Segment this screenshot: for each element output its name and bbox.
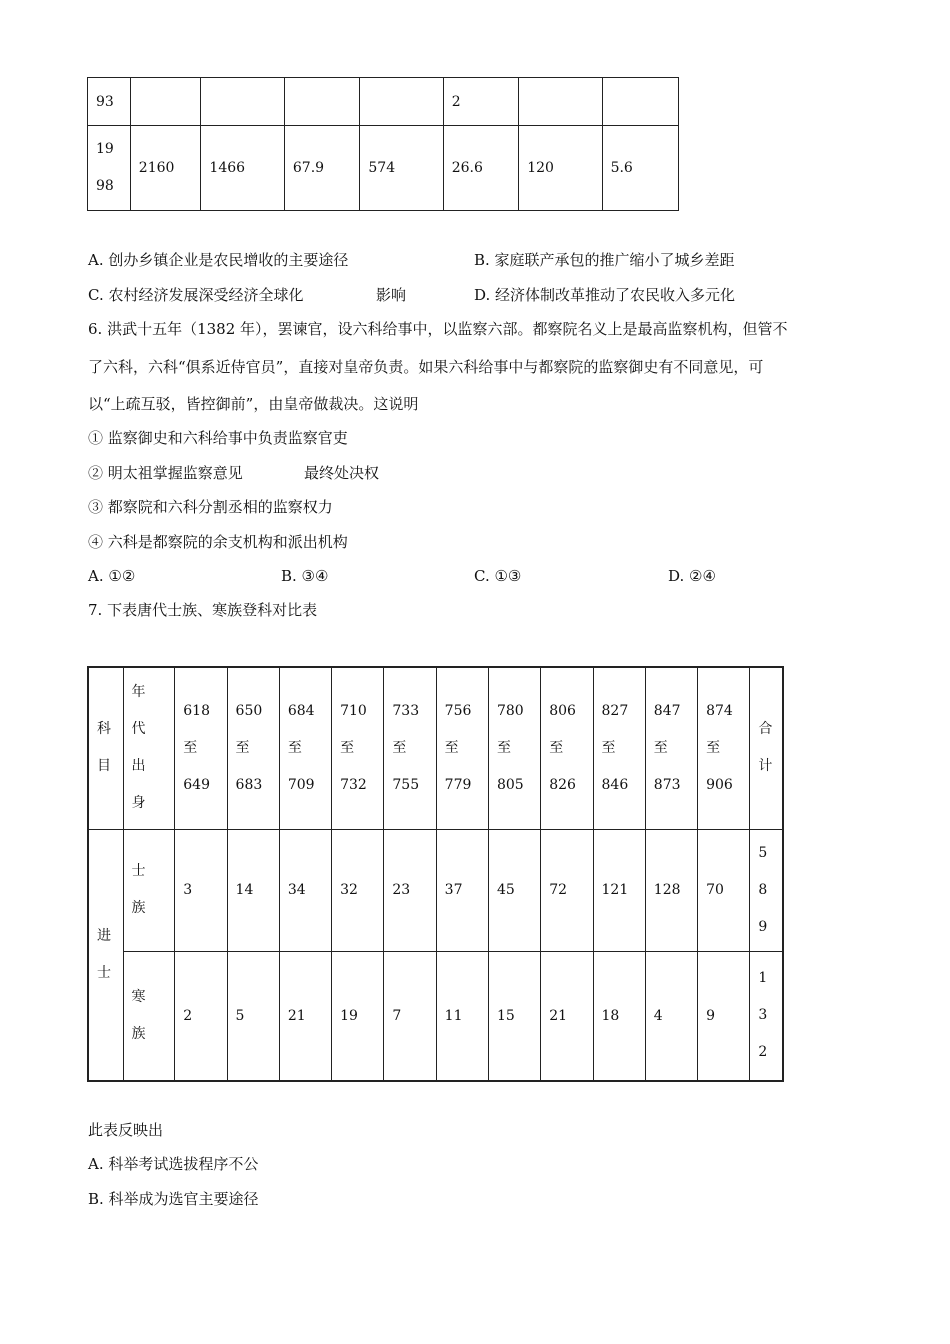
tang-exam-table (87, 666, 784, 1082)
period-end: 755 (392, 776, 420, 793)
value-cell: 21 (279, 951, 331, 1081)
period-start: 650 (235, 702, 263, 719)
value-cell: 4 (645, 951, 697, 1081)
origin-char: 士 (131, 863, 146, 879)
q7-stem: 7. 下表唐代士族、寒族登科对比表 (88, 601, 318, 619)
period-start: 874 (706, 702, 733, 719)
header-char: 合 (758, 721, 773, 738)
header-char: 计 (758, 758, 773, 775)
total-digit: 1 (758, 970, 768, 987)
table-header-row (88, 667, 783, 829)
value-cell: 11 (436, 951, 488, 1081)
value-cell: 70 (698, 829, 750, 951)
q6-option-c: C. ①③ (474, 567, 522, 585)
q7-option-a: A. 科举考试选拔程序不公 (88, 1155, 259, 1173)
value-cell: 23 (384, 829, 436, 951)
table-cell: 574 (360, 126, 443, 211)
period-start: 684 (287, 702, 315, 719)
period-header (593, 667, 645, 829)
q6-statement-2: ② 明太祖掌握监察意见 (88, 464, 243, 482)
q5-option-b: B. 家庭联产承包的推广缩小了城乡差距 (474, 251, 735, 269)
period-sep: 至 (601, 739, 616, 756)
q6-stem-line: 了六科，六科“俱系近侍官员”，直接对皇帝负责。如果六科给事中与都察院的监察御史有不同意见，可 (88, 358, 764, 376)
value-cell: 21 (541, 951, 593, 1081)
value-cell: 72 (541, 829, 593, 951)
origin-cell (123, 951, 175, 1081)
table-cell: 2160 (130, 126, 201, 211)
period-header (488, 667, 540, 829)
table-cell: 26.6 (443, 126, 519, 211)
value-cell: 9 (698, 951, 750, 1081)
origin-cell (123, 829, 175, 951)
period-sep: 至 (183, 739, 198, 756)
period-header (541, 667, 593, 829)
income-table (87, 77, 679, 211)
value-cell: 37 (436, 829, 488, 951)
table-row (88, 126, 679, 211)
period-header (279, 667, 331, 829)
origin-char: 族 (131, 1025, 146, 1042)
origin-char: 寒 (131, 988, 146, 1005)
value-cell: 3 (175, 829, 227, 951)
period-end: 846 (601, 776, 629, 793)
period-end: 906 (706, 776, 733, 793)
total-digit: 2 (758, 1044, 768, 1061)
table-cell: 2 (443, 78, 519, 126)
table-cell: 67.9 (284, 126, 360, 211)
q6-statement-1: ① 监察御史和六科给事中负责监察官吏 (88, 429, 348, 447)
header-char: 目 (97, 758, 111, 775)
q6-option-d: D. ②④ (668, 567, 716, 585)
period-start: 780 (496, 702, 524, 719)
value-cell: 45 (488, 829, 540, 951)
year-part: 98 (96, 178, 114, 194)
value-cell: 14 (227, 829, 279, 951)
period-end: 649 (183, 776, 210, 793)
value-cell: 18 (593, 951, 645, 1081)
table-cell (519, 78, 602, 126)
period-sep: 至 (235, 739, 250, 756)
value-cell: 15 (488, 951, 540, 1081)
period-sep: 至 (287, 739, 302, 756)
table-row (88, 951, 783, 1081)
period-start: 618 (183, 702, 210, 719)
subject-cell (88, 829, 123, 1081)
year-part: 19 (96, 141, 114, 157)
q5-option-d: D. 经济体制改革推动了农民收入多元化 (474, 286, 736, 304)
q6-stem-line: 6. 洪武十五年（1382 年），罢谏官，设六科给事中，以监察六部。都察院名义上是最高监察机构，但管不 (88, 320, 788, 338)
period-header (332, 667, 384, 829)
total-digit: 8 (758, 881, 768, 898)
period-sep: 至 (340, 739, 355, 756)
period-end: 779 (444, 776, 472, 793)
total-digit: 9 (758, 918, 768, 935)
period-sep: 至 (549, 739, 564, 756)
year-cell: 93 (88, 78, 131, 126)
table-cell (130, 78, 201, 126)
period-header (645, 667, 697, 829)
total-cell (750, 829, 783, 951)
period-end: 826 (549, 776, 576, 793)
period-header (436, 667, 488, 829)
period-start: 756 (444, 702, 472, 719)
period-end: 732 (340, 776, 367, 793)
total-header (750, 667, 783, 829)
period-start: 847 (653, 702, 681, 719)
era-origin-header (123, 667, 175, 829)
q6-stem-line: 以“上疏互驳，皆控御前”，由皇帝做裁决。这说明 (88, 395, 419, 413)
total-digit: 3 (758, 1007, 768, 1024)
period-header (384, 667, 436, 829)
subject-char: 进 (97, 927, 111, 944)
period-start: 806 (549, 702, 576, 719)
header-char: 身 (131, 795, 146, 812)
value-cell: 5 (227, 951, 279, 1081)
period-end: 709 (287, 776, 315, 793)
header-char: 出 (131, 758, 146, 775)
subject-char: 士 (97, 964, 111, 981)
period-sep: 至 (392, 739, 407, 756)
period-end: 683 (235, 776, 263, 793)
table-row (88, 829, 783, 951)
subject-header (88, 667, 123, 829)
value-cell: 19 (332, 951, 384, 1081)
value-cell: 128 (645, 829, 697, 951)
period-start: 710 (340, 702, 367, 719)
year-cell (88, 126, 131, 211)
q6-statement-3: ③ 都察院和六科分割丞相的监察权力 (88, 498, 333, 516)
table-cell (602, 78, 678, 126)
total-digit: 5 (758, 844, 768, 861)
q5-option-c: C. 农村经济发展深受经济全球化 (88, 286, 304, 304)
value-cell: 7 (384, 951, 436, 1081)
header-char: 年 (131, 684, 146, 701)
value-cell: 2 (175, 951, 227, 1081)
period-sep: 至 (653, 739, 668, 756)
period-header (227, 667, 279, 829)
q7-option-b: B. 科举成为选官主要途径 (88, 1190, 259, 1208)
value-cell: 121 (593, 829, 645, 951)
period-start: 733 (392, 702, 420, 719)
period-sep: 至 (444, 739, 459, 756)
period-sep: 至 (496, 739, 511, 756)
period-start: 827 (601, 702, 629, 719)
table-cell (201, 78, 284, 126)
table-cell: 120 (519, 126, 602, 211)
q6-statement-4: ④ 六科是都察院的余支机构和派出机构 (88, 533, 348, 551)
period-end: 805 (496, 776, 524, 793)
table-row (88, 78, 679, 126)
origin-char: 族 (131, 900, 146, 916)
value-cell: 32 (332, 829, 384, 951)
table-cell (360, 78, 443, 126)
period-sep: 至 (706, 739, 721, 756)
total-cell (750, 951, 783, 1081)
q5-option-c-tail: 影响 (376, 286, 407, 304)
q6-option-a: A. ①② (88, 567, 136, 585)
q7-reflect: 此表反映出 (88, 1121, 164, 1139)
header-char: 科 (97, 721, 111, 738)
q5-option-a: A. 创办乡镇企业是农民增收的主要途径 (88, 251, 349, 269)
value-cell: 34 (279, 829, 331, 951)
table-cell: 1466 (201, 126, 284, 211)
table-cell (284, 78, 360, 126)
table-cell: 5.6 (602, 126, 678, 211)
period-header (175, 667, 227, 829)
q6-option-b: B. ③④ (281, 567, 329, 585)
period-end: 873 (653, 776, 681, 793)
period-header (698, 667, 750, 829)
q6-statement-2-tail: 最终处决权 (304, 464, 380, 482)
header-char: 代 (131, 721, 146, 738)
